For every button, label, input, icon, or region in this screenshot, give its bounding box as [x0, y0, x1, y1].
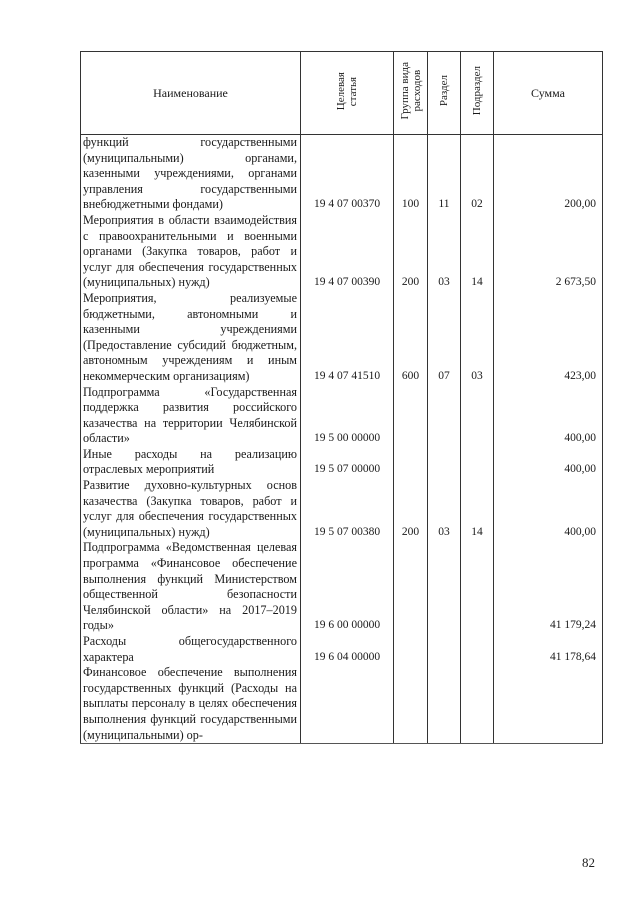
table-row [81, 385, 603, 447]
row-group [394, 540, 428, 634]
row-name: Подпрограмма «Государственная поддержка развития российского казачества на территории Челябинской области» [81, 385, 301, 447]
row-name: Расходы общегосударственного характера [81, 634, 301, 665]
row-sum: 400,00 [494, 385, 603, 447]
row-sum: 400,00 [494, 478, 603, 540]
row-group: 100 [394, 135, 428, 213]
row-code: 19 4 07 00370 [301, 135, 394, 213]
row-section: 03 [428, 213, 461, 291]
table-row [81, 447, 603, 478]
row-name: Иные расходы на реализацию отраслевых мероприятий [81, 447, 301, 478]
row-code: 19 6 00 00000 [301, 540, 394, 634]
table-row [81, 478, 603, 540]
row-group [394, 447, 428, 478]
row-sum: 400,00 [494, 447, 603, 478]
row-subsection: 03 [461, 291, 494, 385]
row-code: 19 6 04 00000 [301, 634, 394, 665]
row-name: Развитие духовно-культурных основ казачества (Закупка товаров, работ и услуг для обеспечения государственных (муниципальных) нужд) [81, 478, 301, 540]
header-sum: Сумма [494, 52, 603, 135]
budget-table [80, 51, 603, 744]
row-group [394, 385, 428, 447]
row-section: 07 [428, 291, 461, 385]
row-subsection [461, 447, 494, 478]
table-row [81, 540, 603, 634]
row-sum: 41 178,64 [494, 634, 603, 665]
row-subsection: 14 [461, 213, 494, 291]
row-group: 600 [394, 291, 428, 385]
row-section: 03 [428, 478, 461, 540]
table-row [81, 213, 603, 291]
header-subsection: Подраздел [461, 52, 494, 135]
row-section [428, 634, 461, 665]
row-subsection: 14 [461, 478, 494, 540]
row-code: 19 5 07 00380 [301, 478, 394, 540]
row-section [428, 385, 461, 447]
row-name: функций государственными (муниципальными) органами, казенными учреждениями, органами управления государственными внебюджетными фондами) [81, 135, 301, 213]
row-group [394, 634, 428, 665]
row-subsection: 02 [461, 135, 494, 213]
row-sum: 423,00 [494, 291, 603, 385]
row-sum [494, 665, 603, 743]
row-group [394, 665, 428, 743]
row-code [301, 665, 394, 743]
row-subsection [461, 634, 494, 665]
budget-table-wrapper [80, 51, 602, 744]
row-sum: 2 673,50 [494, 213, 603, 291]
row-section [428, 665, 461, 743]
header-name: Наименование [81, 52, 301, 135]
row-sum: 41 179,24 [494, 540, 603, 634]
row-name: Финансовое обеспечение выполнения государственных функций (Расходы на выплаты персоналу в целях обеспечения выполнения функций государственными (муниципальными) ор- [81, 665, 301, 743]
table-row [81, 135, 603, 213]
header-section: Раздел [428, 52, 461, 135]
table-row [81, 291, 603, 385]
row-code: 19 5 07 00000 [301, 447, 394, 478]
row-name: Мероприятия, реализуемые бюджетными, автономными и казенными учреждениями (Предоставление субсидий бюджетным, автономным учреждениям и иным некоммерческим организациям) [81, 291, 301, 385]
row-section [428, 540, 461, 634]
row-sum: 200,00 [494, 135, 603, 213]
row-code: 19 4 07 41510 [301, 291, 394, 385]
header-target-article: Целевая статья [301, 52, 394, 135]
row-section: 11 [428, 135, 461, 213]
row-section [428, 447, 461, 478]
row-subsection [461, 665, 494, 743]
row-group: 200 [394, 213, 428, 291]
header-expense-group: Группа вида расходов [394, 52, 428, 135]
page-number: 82 [582, 855, 595, 870]
row-name: Подпрограмма «Ведомственная целевая программа «Финансовое обеспечение выполнения функций Министерством общественной безопасности Челябинской области» на 2017–2019 годы» [81, 540, 301, 634]
row-subsection [461, 540, 494, 634]
table-row [81, 634, 603, 665]
row-code: 19 5 00 00000 [301, 385, 394, 447]
row-subsection [461, 385, 494, 447]
table-row [81, 665, 603, 743]
table-header-row [81, 52, 603, 135]
row-code: 19 4 07 00390 [301, 213, 394, 291]
row-name: Мероприятия в области взаимодействия с правоохранительными и военными органами (Закупка товаров, работ и услуг для обеспечения государственных (муниципальных) нужд) [81, 213, 301, 291]
row-group: 200 [394, 478, 428, 540]
